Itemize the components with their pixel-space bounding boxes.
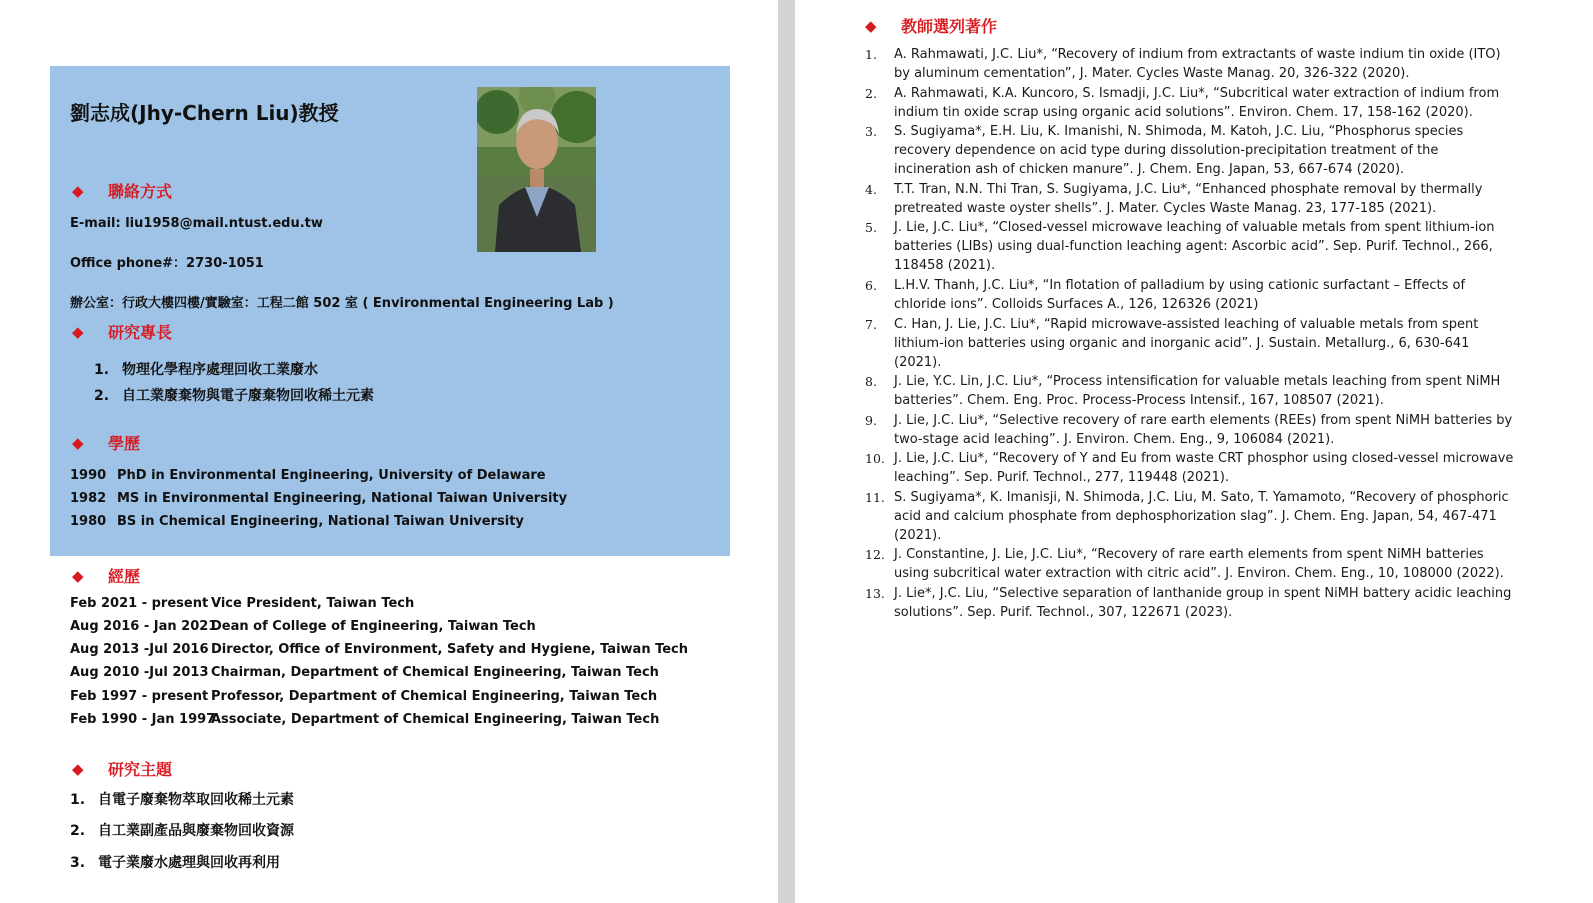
page-title: 劉志成(Jhy-Chern Liu)教授 [70, 101, 339, 125]
expertise-heading: ◆ 研究專長 [72, 322, 173, 342]
list-item: 1. 物理化學程序處理回收工業廢水 [94, 362, 318, 378]
experience-row: Feb 2021 - present Vice President, Taiwan Tech [70, 596, 415, 611]
diamond-bullet-icon: ◆ [72, 566, 84, 585]
education-row: 1990 PhD in Environmental Engineering, University of Delaware [70, 468, 546, 483]
experience-row: Feb 1997 - present Professor, Department of Chemical Engineering, Taiwan Tech [70, 689, 658, 704]
publication-item: 11. S. Sugiyama*, K. Imanisji, N. Shimoda, J.C. Liu, M. Sato, T. Yamamoto, “Recovery of phosphoric acid and calcium phosphate from dephosphorization slag”. J. Chem. Eng. Japan, 54, 467-471 (2021). [865, 490, 1509, 544]
diamond-bullet-icon: ◆ [72, 322, 84, 341]
diamond-bullet-icon: ◆ [865, 16, 877, 35]
publications-heading: ◆ 教師選列著作 [865, 16, 998, 36]
experience-heading: ◆ 經歷 [72, 566, 141, 586]
publication-item: 2. A. Rahmawati, K.A. Kuncoro, S. Ismadji, J.C. Liu*, “Subcritical water extraction of indium from indium tin oxide scrap using organic acid solutions”. Environ. Chem. 17, 158-162 (2020). [865, 86, 1500, 121]
publication-item: 3. S. Sugiyama*, E.H. Liu, K. Imanishi, N. Shimoda, M. Katoh, J.C. Liu, “Phosphorus species recovery dependence on acid type during dissolution-precipitation treatment of the incineration ash of chicken manure”. J. Chem. Eng. Japan, 53, 667-674 (2020). [865, 124, 1464, 178]
education-row: 1982 MS in Environmental Engineering, National Taiwan University [70, 491, 568, 506]
publication-item: 4. T.T. Tran, N.N. Thi Tran, S. Sugiyama, J.C. Liu*, “Enhanced phosphate removal by thermally pretreated waste oyster shells”. J. Mater. Cycles Waste Manag. 23, 177-185 (2021). [865, 182, 1483, 217]
phone-text: Office phone#：2730-1051 [70, 256, 264, 271]
publication-item: 9. J. Lie, J.C. Liu*, “Selective recovery of rare earth elements (REEs) from spent NiMH batteries by two-stage acid leaching”. J. Environ. Chem. Eng., 9, 106084 (2021). [865, 413, 1513, 448]
experience-row: Feb 1990 - Jan 1997 Associate, Department of Chemical Engineering, Taiwan Tech [70, 712, 660, 727]
publication-item: 13. J. Lie*, J.C. Liu, “Selective separation of lanthanide group in spent NiMH battery acidic leaching solutions”. Sep. Purif. Technol., 307, 122671 (2023). [865, 586, 1512, 621]
list-item: 3. 電子業廢水處理與回收再利用 [70, 855, 280, 871]
email-text: E-mail: liu1958@mail.ntust.edu.tw [70, 216, 323, 231]
publication-item: 5. J. Lie, J.C. Liu*, “Closed-vessel microwave leaching of valuable metals from spent lithium-ion batteries (LIBs) using dual-function leaching agent: Ascorbic acid”. Sep. Purif. Technol., 266, 118458 (2021). [865, 220, 1495, 274]
experience-row: Aug 2010 -Jul 2013 Chairman, Department of Chemical Engineering, Taiwan Tech [70, 665, 659, 680]
education-row: 1980 BS in Chemical Engineering, National Taiwan University [70, 514, 524, 529]
profile-photo [477, 87, 596, 252]
list-item: 1. 自電子廢棄物萃取回收稀土元素 [70, 792, 294, 808]
office-text: 辦公室：行政大樓四樓/實驗室：工程二館 502 室 ( Environmental Engineering Lab ) [70, 296, 614, 311]
page-gutter [778, 0, 795, 903]
publication-item: 1. A. Rahmawati, J.C. Liu*, “Recovery of indium from extractants of waste indium tin oxide (ITO) by aluminum cementation”, J. Mater. Cycles Waste Manag. 20, 326-322 (2020). [865, 47, 1501, 82]
publication-item: 6. L.H.V. Thanh, J.C. Liu*, “In flotation of palladium by using cationic surfactant – Effects of chloride ions”. Colloids Surfaces A., 126, 126326 (2021) [865, 278, 1466, 313]
diamond-bullet-icon: ◆ [72, 759, 84, 778]
publication-item: 10. J. Lie, J.C. Liu*, “Recovery of Y and Eu from waste CRT phosphor using closed-vessel microwave leaching”. Sep. Purif. Technol., 277, 119448 (2021). [865, 451, 1514, 486]
diamond-bullet-icon: ◆ [72, 181, 84, 200]
contact-heading: ◆ 聯絡方式 [72, 181, 173, 201]
left-page [0, 0, 778, 903]
experience-row: Aug 2016 - Jan 2021 Dean of College of Engineering, Taiwan Tech [70, 619, 536, 634]
education-heading: ◆ 學歷 [72, 433, 141, 453]
portrait-image [477, 87, 596, 252]
publication-item: 12. J. Constantine, J. Lie, J.C. Liu*, “Recovery of rare earth elements from spent NiMH batteries using subcritical water extraction with citric acid”. J. Environ. Chem. Eng., 10, 108000 (2022). [865, 547, 1504, 582]
topics-heading: ◆ 研究主題 [72, 759, 173, 779]
publication-item: 7. C. Han, J. Lie, J.C. Liu*, “Rapid microwave-assisted leaching of valuable metals from spent lithium-ion batteries using organic and inorganic acid”. J. Sustain. Metallurg., 6, 630-641 (2021). [865, 317, 1479, 371]
diamond-bullet-icon: ◆ [72, 433, 84, 452]
publication-item: 8. J. Lie, Y.C. Lin, J.C. Liu*, “Process intensification for valuable metals leaching from spent NiMH batteries”. Chem. Eng. Proc. Process-Process Intensif., 167, 108507 (2021). [865, 374, 1501, 409]
experience-row: Aug 2013 -Jul 2016 Director, Office of Environment, Safety and Hygiene, Taiwan Tech [70, 642, 689, 657]
list-item: 2. 自工業廢棄物與電子廢棄物回收稀土元素 [94, 388, 374, 404]
list-item: 2. 自工業副產品與廢棄物回收資源 [70, 823, 294, 839]
